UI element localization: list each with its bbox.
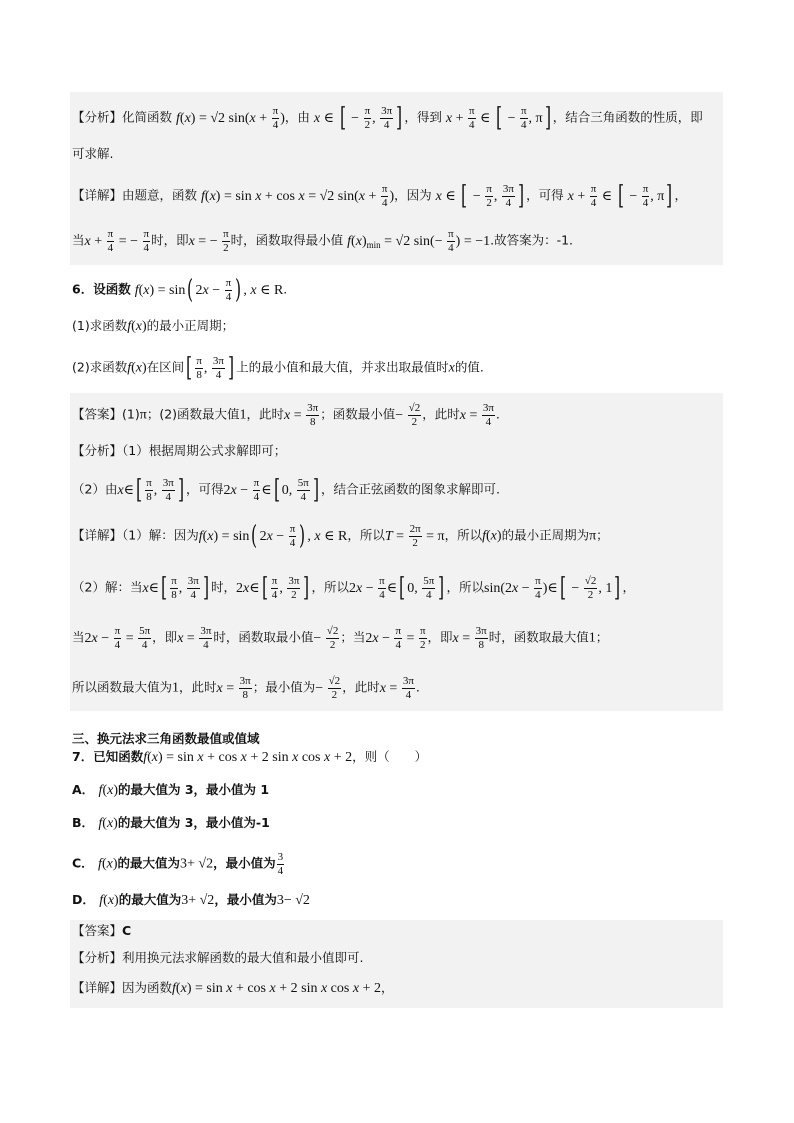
formula: 2x − $\frac{\pi}{4}$ = $\frac{5\pi}{4}$	[84, 625, 151, 651]
q6-part2: (2)求函数f(x)在区间[ $\frac{\pi}{8}$ , $\frac{3\pi}{4}$ ] 上的最小值和最大值，并求出取最值时x的值.	[72, 353, 484, 384]
formula: sin(2x − $\frac{\pi}{4}$ )∈[ − $\frac{√2}{2}$ , 1]	[484, 573, 621, 604]
formula: x + $\frac{\pi}{4}$ = − $\frac{\pi}{4}$	[84, 228, 150, 254]
formula: x = $\frac{3\pi}{4}$	[379, 675, 414, 701]
formula: f(x) = sin x + cos x + 2 sin x cos x + 2	[143, 750, 353, 765]
formula: f(x) = sin x + cos x + 2 sin x cos x + 2	[172, 981, 381, 996]
q6-detail-1: 【详解】（1）解：因为f(x) = sin( 2x − $\frac{\pi}{4}$ ) , x ∈ R，所以T = $\frac{2\pi}{2}$ = π，所以f(x)的最小正周期为π；	[72, 521, 609, 552]
q6-detail-2: （2）解：当x∈[ $\frac{\pi}{8}$ , $\frac{3\pi}{4}$ ] 时，2x∈[ $\frac{\pi}{4}$ , $\frac{3\pi}{2}$ ] ，所以2x − $\frac{\pi}{4}$ ∈[ 0, $\frac{5\pi}{4}$ ] ，所以sin(2x − $\frac{\pi}{4}$ )∈[ − $\frac{√2}{2}$ , 1] ，	[72, 573, 635, 604]
q7-answer: 【答案】C	[72, 923, 132, 938]
formula: x = $\frac{3\pi}{4}$	[177, 625, 212, 651]
formula: f(x) = √2 sin(x + $\frac{\pi}{4}$ )	[176, 105, 285, 131]
formula: x∈[ $\frac{\pi}{8}$ , $\frac{3\pi}{4}$ ]	[117, 475, 184, 506]
detail-label: 【详解】	[72, 187, 123, 203]
q7-option-c[interactable]: C． f(x)的最大值为3+ √2，最小值为 $\frac{3}{4}$	[72, 851, 284, 877]
formula: − $\frac{√2}{2}$	[315, 675, 341, 701]
formula: f(x) = sin x + cos x = √2 sin(x + $\frac{\pi}{4}$ )	[201, 183, 395, 209]
formula: f(x)	[127, 319, 147, 334]
q5-detail-line: 【详解】由题意，函数 f(x) = sin x + cos x = √2 sin(x + $\frac{\pi}{4}$ )，因为 x ∈ [ − $\frac{\pi}{2}$ , $\frac{3\pi}{4}$ ] ，可得 x + $\frac{\pi}{4}$ ∈ [ − $\frac{\pi}{4}$ , π] ，	[72, 181, 688, 212]
formula: 2x − $\frac{\pi}{4}$ ∈[ 0, $\frac{5\pi}{4}$ ]	[223, 475, 319, 506]
formula: x + $\frac{\pi}{4}$ ∈ [ − $\frac{\pi}{4}$ , π]	[567, 181, 673, 212]
q7-analysis: 【分析】利用换元法求解函数的最大值和最小值即可.	[72, 950, 364, 965]
formula: x = $\frac{3\pi}{8}$	[284, 402, 319, 428]
formula: x = $\frac{3\pi}{8}$	[216, 675, 251, 701]
analysis-label: 【分析】	[72, 109, 123, 125]
formula: x∈[ $\frac{\pi}{8}$ , $\frac{3\pi}{4}$ ]	[142, 573, 209, 604]
q6-part1: (1)求函数f(x)的最小正周期；	[72, 318, 235, 334]
formula: x = − $\frac{\pi}{2}$	[188, 228, 229, 254]
q7-detail: 【详解】因为函数f(x) = sin x + cos x + 2 sin x cos x + 2，	[72, 980, 394, 996]
q6-analysis-2: （2）由x∈[ $\frac{\pi}{8}$ , $\frac{3\pi}{4}$ ] ，可得2x − $\frac{\pi}{4}$ ∈[ 0, $\frac{5\pi}{4}$ ] ，结合正弦函数的图象求解即可.	[72, 475, 500, 506]
formula: f(x) = sin( 2x − $\frac{\pi}{4}$ ) , x ∈ R	[134, 275, 284, 306]
formula: − $\frac{√2}{2}$	[313, 625, 339, 651]
q6-detail-4: 所以函数最大值为1，此时x = $\frac{3\pi}{8}$ ；最小值为− $\frac{√2}{2}$ ，此时x = $\frac{3\pi}{4}$ .	[72, 675, 420, 701]
q5-analysis-line-2: 可求解.	[72, 146, 114, 161]
formula: $f(x)_{min} = √2$ sin(− $\frac{\pi}{4}$ ) = −1	[347, 228, 491, 254]
q6-answer-line: 【答案】(1)π；(2)函数最大值1，此时x = $\frac{3\pi}{8}$ ；函数最小值− $\frac{√2}{2}$ ，此时x = $\frac{3\pi}{4}$ .	[72, 402, 500, 428]
formula: f(x) = sin( 2x − $\frac{\pi}{4}$ ) , x ∈ R	[198, 521, 348, 552]
q6-detail-3: 当2x − $\frac{\pi}{4}$ = $\frac{5\pi}{4}$ ，即x = $\frac{3\pi}{4}$ 时，函数取最小值− $\frac{√2}{2}$ ；当2x − $\frac{\pi}{4}$ = $\frac{\pi}{2}$ ，即x = $\frac{3\pi}{8}$ 时，函数取最大值1；	[72, 625, 609, 651]
solution-block-q6	[70, 393, 723, 711]
formula: x + $\frac{\pi}{4}$ ∈ [ − $\frac{\pi}{4}$ , π]	[445, 103, 551, 134]
q6-analysis-1: 【分析】（1）根据周期公式求解即可；	[72, 443, 287, 458]
formula: x ∈ [ − $\frac{\pi}{2}$ , $\frac{3\pi}{4}$ ]	[313, 103, 403, 134]
answer-label: 【答案】	[72, 406, 123, 422]
q7-option-a[interactable]: A． f(x)的最大值为 3，最小值为 1	[72, 782, 270, 798]
q6-stem: 6．设函数 f(x) = sin( 2x − $\frac{\pi}{4}$ ) , x ∈ R.	[72, 275, 288, 306]
formula: 2x − $\frac{\pi}{4}$ ∈[ 0, $\frac{5\pi}{4}$ ]	[349, 573, 445, 604]
q7-stem: 7．已知函数f(x) = sin x + cos x + 2 sin x cos x + 2，则（ ）	[72, 749, 428, 765]
formula: f(x)	[482, 528, 502, 544]
formula: [ $\frac{\pi}{8}$ , $\frac{3\pi}{4}$ ]	[186, 353, 235, 384]
formula: f(x)	[127, 360, 147, 376]
formula: T = $\frac{2\pi}{2}$ = π	[384, 523, 445, 549]
q7-option-d[interactable]: D． f(x)的最大值为3+ √2，最小值为3− √2	[72, 892, 310, 908]
formula: − $\frac{√2}{2}$	[395, 402, 421, 428]
q5-analysis-line: 【分析】化简函数 f(x) = √2 sin(x + $\frac{\pi}{4}$ )，由 x ∈ [ − $\frac{\pi}{2}$ , $\frac{3\pi}{4}$ ] ，得到 x + $\frac{\pi}{4}$ ∈ [ − $\frac{\pi}{4}$ , π] ，结合三角函数的性质，即	[72, 103, 703, 134]
q7-option-b[interactable]: B． f(x)的最大值为 3，最小值为-1	[72, 815, 270, 831]
formula: x ∈ [ − $\frac{\pi}{2}$ , $\frac{3\pi}{4}$ ]	[435, 181, 525, 212]
formula: x = $\frac{3\pi}{8}$	[452, 625, 487, 651]
formula: 2x − $\frac{\pi}{4}$ = $\frac{\pi}{2}$	[365, 625, 426, 651]
formula: x = $\frac{3\pi}{4}$	[459, 402, 494, 428]
section-heading: 三、换元法求三角函数最值或值域	[72, 731, 260, 746]
formula: 2x∈[ $\frac{\pi}{4}$ , $\frac{3\pi}{2}$ ]	[236, 573, 310, 604]
q5-detail-line-2: 当x + $\frac{\pi}{4}$ = − $\frac{\pi}{4}$ 时，即x = − $\frac{\pi}{2}$ 时，函数取得最小值 $f(x)_{min} = √2$ sin(− $\frac{\pi}{4}$ ) = −1.故答案为：-1.	[72, 228, 574, 254]
